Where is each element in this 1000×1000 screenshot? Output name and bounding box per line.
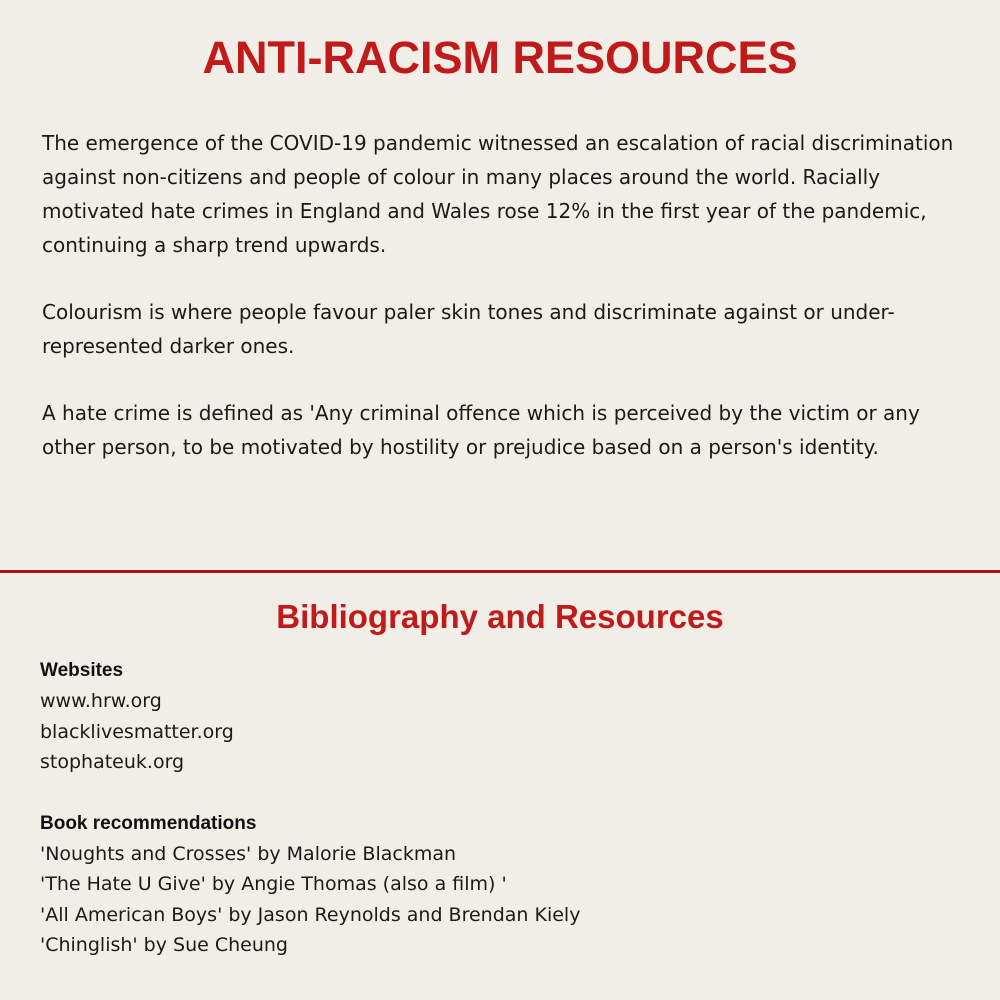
book-item: 'Chinglish' by Sue Cheung [40, 934, 288, 956]
book-item: 'Noughts and Crosses' by Malorie Blackman [40, 842, 457, 865]
book-item: 'All American Boys' by Jason Reynolds and Brendan Kiely [40, 903, 581, 926]
book-item: 'The Hate U Give' by Angie Thomas (also a film) ' [40, 873, 507, 895]
websites-group [40, 656, 940, 778]
books-group [40, 809, 940, 961]
intro-section [42, 126, 962, 497]
section-divider [0, 570, 1000, 573]
bibliography-title: Bibliography and Resources [276, 598, 724, 635]
books-heading: Book recommendations [40, 812, 257, 834]
website-link[interactable]: www.hrw.org [40, 690, 162, 712]
intro-paragraph-colourism: Colourism is where people favour paler skin tones and discriminate against or under-represented darker ones. [42, 300, 895, 358]
intro-paragraph-hate-crime: A hate crime is defined as 'Any criminal offence which is perceived by the victim or any other person, to be motivated by hostility or prejudice based on a person's identity. [42, 401, 920, 459]
websites-heading: Websites [40, 660, 124, 681]
page-title: ANTI-RACISM RESOURCES [202, 32, 798, 83]
website-link[interactable]: stophateuk.org [40, 751, 185, 773]
website-link[interactable]: blacklivesmatter.org [40, 720, 234, 743]
intro-paragraph-covid: The emergence of the COVID-19 pandemic witnessed an escalation of racial discrimination against non-citizens and people of colour in many places around the world. Racially motivated hate crimes in England and Wales rose 12% in the first year of the pandemic, continuing a sharp trend upwards. [42, 131, 954, 257]
bibliography-section [40, 656, 940, 992]
